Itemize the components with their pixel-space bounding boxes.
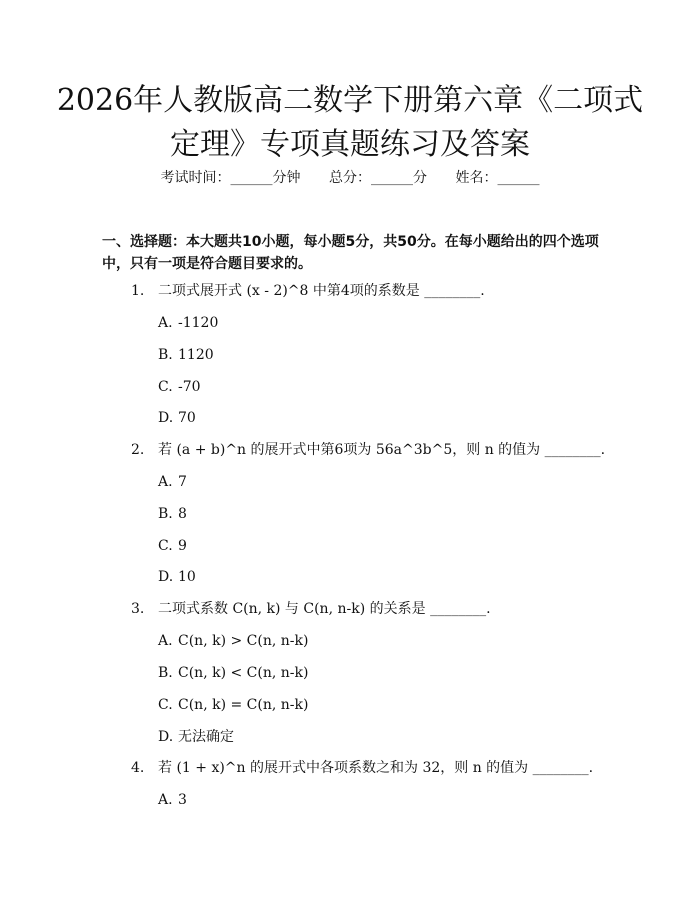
option-label: D. bbox=[158, 729, 174, 745]
exam-student-name: 姓名：______ bbox=[455, 170, 540, 186]
option-label: C. bbox=[158, 697, 173, 713]
question-number: 3. bbox=[131, 601, 145, 617]
question-2 bbox=[131, 440, 605, 460]
option-text: -70 bbox=[178, 379, 201, 395]
option-label: C. bbox=[158, 379, 173, 395]
option-text: 8 bbox=[178, 506, 187, 522]
exam-time: 考试时间：______分钟 bbox=[160, 170, 301, 186]
option-label: B. bbox=[158, 347, 173, 363]
section-heading: 一、选择题：本大题共10小题，每小题5分，共50分。在每小题给出的四个选项中，只有一项是符合题目要求的。 bbox=[102, 234, 599, 272]
question-number: 4. bbox=[131, 760, 145, 776]
exam-meta bbox=[0, 167, 700, 189]
option-label: A. bbox=[158, 474, 173, 490]
question-1-option-b bbox=[158, 345, 214, 365]
option-label: B. bbox=[158, 665, 173, 681]
option-label: D. bbox=[158, 569, 174, 585]
question-number: 1. bbox=[131, 283, 145, 299]
option-label: A. bbox=[158, 633, 173, 649]
question-1-option-d bbox=[158, 408, 196, 428]
question-4-option-a bbox=[158, 790, 187, 810]
option-text: 10 bbox=[178, 569, 196, 585]
question-4 bbox=[131, 758, 593, 778]
option-text: C(n, k) > C(n, n-k) bbox=[178, 633, 309, 649]
option-text: 1120 bbox=[178, 347, 214, 363]
exam-total-score: 总分：______分 bbox=[329, 170, 427, 186]
option-text: 无法确定 bbox=[178, 729, 234, 745]
option-text: C(n, k) = C(n, n-k) bbox=[178, 697, 309, 713]
question-2-option-a bbox=[158, 472, 187, 492]
question-2-option-c bbox=[158, 536, 187, 556]
option-text: -1120 bbox=[178, 315, 219, 331]
question-text: 二项式展开式 (x - 2)^8 中第4项的系数是 ________. bbox=[158, 283, 485, 299]
question-3 bbox=[131, 599, 491, 619]
question-2-option-d bbox=[158, 567, 196, 587]
question-1 bbox=[131, 281, 485, 301]
question-text: 若 (1 + x)^n 的展开式中各项系数之和为 32，则 n 的值为 ________. bbox=[158, 760, 594, 776]
option-text: 7 bbox=[178, 474, 187, 490]
option-text: C(n, k) < C(n, n-k) bbox=[178, 665, 309, 681]
question-text: 若 (a + b)^n 的展开式中第6项为 56a^3b^5，则 n 的值为 ________. bbox=[158, 442, 606, 458]
question-3-option-c bbox=[158, 695, 308, 715]
document-title-line-1: 2026年人教版高二数学下册第六章《二项式 bbox=[56, 83, 644, 118]
option-label: B. bbox=[158, 506, 173, 522]
question-number: 2. bbox=[131, 442, 145, 458]
option-text: 70 bbox=[178, 410, 196, 426]
question-1-option-c bbox=[158, 377, 201, 397]
option-label: A. bbox=[158, 792, 173, 808]
question-3-option-b bbox=[158, 663, 308, 683]
option-text: 9 bbox=[178, 538, 187, 554]
option-text: 3 bbox=[178, 792, 187, 808]
option-label: C. bbox=[158, 538, 173, 554]
question-3-option-d bbox=[158, 727, 234, 747]
option-label: D. bbox=[158, 410, 174, 426]
question-2-option-b bbox=[158, 504, 187, 524]
document-title-line-2: 定理》专项真题练习及答案 bbox=[170, 127, 530, 162]
question-text: 二项式系数 C(n, k) 与 C(n, n-k) 的关系是 ________. bbox=[158, 601, 491, 617]
option-label: A. bbox=[158, 315, 173, 331]
question-1-option-a bbox=[158, 313, 218, 333]
question-3-option-a bbox=[158, 631, 308, 651]
